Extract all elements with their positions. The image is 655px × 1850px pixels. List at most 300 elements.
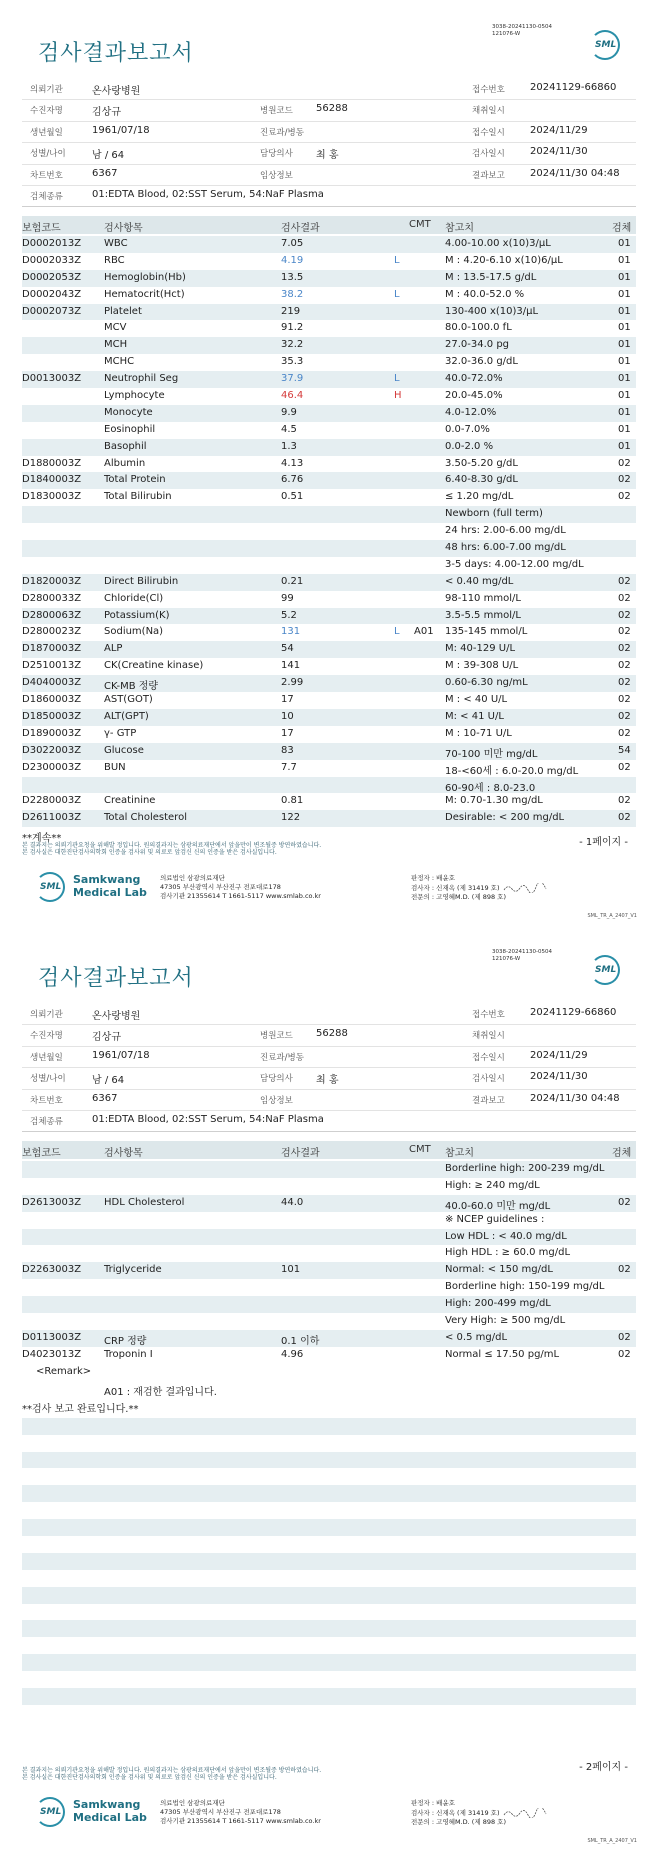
test-name: Triglyceride <box>104 1264 162 1276</box>
empty-row <box>22 1485 636 1502</box>
reference-range: Normal ≤ 17.50 pg/mL <box>445 1348 560 1360</box>
test-result: 7.7 <box>281 761 297 773</box>
test-result: 101 <box>281 1264 301 1276</box>
reference-range: 70-100 미만 mg/dL <box>445 748 538 760</box>
reference-range: M : 39-308 U/L <box>445 660 519 672</box>
reference-range: 18-<60세 : 6.0-20.0 mg/dL <box>445 765 579 777</box>
receipt-no-value: 20241129-66860 <box>530 82 617 93</box>
sex-age-label: 성별/나이 <box>30 149 66 160</box>
empty-row <box>22 1519 636 1536</box>
sex-age-value: 남 / 64 <box>92 150 125 162</box>
table-row <box>22 506 636 523</box>
receipt-date-label: 접수일시 <box>472 1052 505 1063</box>
specimen-code: 01 <box>618 271 631 283</box>
test-name: Total Bilirubin <box>104 491 172 503</box>
test-date-label: 검사일시 <box>472 1074 505 1085</box>
receipt-no-value: 20241129-66860 <box>530 1007 617 1018</box>
test-result: 131 <box>281 626 301 638</box>
test-name: CK-MB 정량 <box>104 681 159 693</box>
table-row <box>22 354 636 371</box>
specimen-code: 01 <box>618 390 631 402</box>
remark-text: A01 : 재검한 결과입니다. <box>104 1386 217 1398</box>
reference-range: M : 40.0-52.0 % <box>445 288 525 300</box>
empty-row <box>22 1654 636 1671</box>
test-code: D1880003Z <box>22 457 82 469</box>
table-row <box>22 337 636 354</box>
test-result: 219 <box>281 305 301 317</box>
req-org-value: 온사랑병원 <box>92 1011 141 1022</box>
req-org-value: 온사랑병원 <box>92 86 141 97</box>
test-code: D2613003Z <box>22 1196 82 1208</box>
table-row <box>22 320 636 337</box>
empty-row <box>22 1435 636 1452</box>
test-code: D4023013Z <box>22 1348 82 1360</box>
table-row <box>22 557 636 574</box>
test-name: ALT(GPT) <box>104 710 149 722</box>
test-name: CRP 정량 <box>104 1335 147 1347</box>
table-row <box>22 810 636 827</box>
test-date-value: 2024/11/30 <box>530 1071 588 1083</box>
specimen-code: 01 <box>618 322 631 334</box>
results-table-page-1 <box>22 236 636 827</box>
comment-code: A01 <box>414 626 434 638</box>
table-row <box>22 641 636 658</box>
header-specimen: 검체 <box>612 1148 632 1159</box>
reference-range: M: 0.70-1.30 mg/dL <box>445 795 543 807</box>
table-row <box>22 1330 636 1347</box>
footer-signatures: 판정자 : 배윤호 검사자 : 신재옥 (제 31419 호) 전문의 : 고영혜M.D. (제 898 호) <box>411 874 548 902</box>
table-row <box>22 608 636 625</box>
collect-date-label: 채취일시 <box>472 106 505 117</box>
results-table-header <box>22 1141 636 1159</box>
reference-range: 3.50-5.20 g/dL <box>445 457 518 469</box>
empty-row <box>22 1418 636 1435</box>
result-flag: L <box>394 373 400 385</box>
reference-range: 130-400 x(10)3/μL <box>445 305 539 317</box>
chart-label: 차트번호 <box>30 170 63 181</box>
reference-range: 135-145 mmol/L <box>445 626 528 638</box>
specimen-code: 02 <box>618 474 631 486</box>
empty-row <box>22 1620 636 1637</box>
continued-label: **계속** <box>22 833 62 844</box>
test-name: HDL Cholesterol <box>104 1196 185 1208</box>
document-id: 3038-20241130-0504 121076-W <box>492 24 552 37</box>
receipt-date-value: 2024/11/29 <box>530 1049 588 1061</box>
info-row <box>22 1004 636 1025</box>
req-org-label: 의뢰기관 <box>30 1010 63 1020</box>
reference-range: 27.0-34.0 pg <box>445 339 510 351</box>
info-row <box>22 186 636 207</box>
table-row <box>22 489 636 506</box>
reference-range: 20.0-45.0% <box>445 390 503 402</box>
patient-value: 김상규 <box>92 1032 121 1044</box>
empty-rows <box>22 1418 636 1705</box>
specimen-code: 02 <box>618 592 631 604</box>
doctor-value: 최 홍 <box>316 150 339 162</box>
info-row <box>22 1068 636 1089</box>
test-name: Eosinophil <box>104 423 156 435</box>
empty-row <box>22 1637 636 1654</box>
header-code: 보험코드 <box>22 223 61 234</box>
test-result: 0.1 이하 <box>281 1335 320 1347</box>
specimen-code: 01 <box>618 440 631 452</box>
empty-row <box>22 1570 636 1587</box>
test-name: ALP <box>104 643 123 655</box>
specimen-code: 02 <box>618 491 631 503</box>
test-result: 54 <box>281 643 294 655</box>
test-code: D2800033Z <box>22 592 82 604</box>
hosp-code-label: 병원코드 <box>260 106 293 117</box>
test-result: 91.2 <box>281 322 304 334</box>
reference-range: Newborn (full term) <box>445 508 543 520</box>
reference-range: 40.0-60.0 미만 mg/dL <box>445 1200 551 1212</box>
specimen-code: 01 <box>618 254 631 266</box>
signature-icon <box>502 883 548 893</box>
table-row <box>22 777 636 794</box>
test-result: 4.96 <box>281 1348 304 1360</box>
test-name: Creatinine <box>104 795 156 807</box>
signature-icon <box>502 1808 548 1818</box>
test-name: γ- GTP <box>104 727 137 739</box>
table-row <box>22 1245 636 1262</box>
test-code: D2800023Z <box>22 626 82 638</box>
specimen-code: 02 <box>618 1196 631 1208</box>
form-code: SML_TR_A_2407_V1 <box>587 1838 637 1844</box>
receipt-date-label: 접수일시 <box>472 127 505 138</box>
test-name: Total Protein <box>104 474 166 486</box>
test-result: 13.5 <box>281 271 304 283</box>
table-row <box>22 591 636 608</box>
reference-range: 98-110 mmol/L <box>445 592 521 604</box>
reference-range: < 0.40 mg/dL <box>445 575 514 587</box>
table-row <box>22 624 636 641</box>
specimen-code: 02 <box>618 609 631 621</box>
notice-text: 본 결과지는 의뢰기관요청을 위해발 정입니다. 원의결과지는 삼광의료재단에서 앞을만이 변조될증 방연하였습니다. 본 검사실은 대한진단검사의학회 인증을 검사위 및 의료로 앞검신 신의 인증을 받은 검사실입니다. <box>22 842 322 856</box>
report-value: 2024/11/30 04:48 <box>530 167 620 179</box>
reference-range: M : 10-71 U/L <box>445 727 512 739</box>
test-name: Sodium(Na) <box>104 626 164 638</box>
table-row <box>22 709 636 726</box>
table-row <box>22 304 636 321</box>
empty-row <box>22 1587 636 1604</box>
remark-title: <Remark> <box>36 1365 92 1377</box>
header-ref: 참고치 <box>445 223 474 234</box>
reference-range: High: ≥ 240 mg/dL <box>445 1179 540 1191</box>
test-code: D3022003Z <box>22 744 82 756</box>
patient-info-block <box>22 1004 636 1132</box>
reference-range: 0.60-6.30 ng/mL <box>445 677 528 689</box>
test-name: Chloride(Cl) <box>104 592 164 604</box>
empty-row <box>22 1671 636 1688</box>
table-row <box>22 658 636 675</box>
test-result: 9.9 <box>281 406 297 418</box>
header-ref: 참고치 <box>445 1148 474 1159</box>
report-label: 결과보고 <box>472 1095 505 1106</box>
test-result: 17 <box>281 694 294 706</box>
test-code: D4040003Z <box>22 677 82 689</box>
empty-row <box>22 1468 636 1485</box>
reference-range: M: 40-129 U/L <box>445 643 516 655</box>
page-number: - 2페이지 - <box>579 1762 628 1773</box>
table-row <box>22 1161 636 1178</box>
specimen-code: 02 <box>618 710 631 722</box>
table-row <box>22 523 636 540</box>
receipt-no-label: 접수번호 <box>472 1010 505 1020</box>
test-name: WBC <box>104 238 128 249</box>
clinical-label: 임상정보 <box>260 1095 293 1106</box>
brand-name: Samkwang Medical Lab <box>73 873 147 899</box>
table-row <box>22 456 636 473</box>
page-number: - 1페이지 - <box>579 837 628 848</box>
reference-range: 4.0-12.0% <box>445 406 497 418</box>
sex-age-label: 성별/나이 <box>30 1074 66 1085</box>
table-row <box>22 1229 636 1246</box>
test-result: 44.0 <box>281 1196 304 1208</box>
table-row <box>22 270 636 287</box>
test-name: MCH <box>104 339 128 351</box>
patient-label: 수진자명 <box>30 106 63 117</box>
reference-range: ※ NCEP guidelines : <box>445 1213 545 1225</box>
test-name: BUN <box>104 761 126 773</box>
test-code: D0002043Z <box>22 288 82 300</box>
reference-range: High HDL : ≥ 60.0 mg/dL <box>445 1247 571 1259</box>
specimen-value: 01:EDTA Blood, 02:SST Serum, 54:NaF Plasma <box>92 188 324 200</box>
test-name: MCV <box>104 322 127 334</box>
test-name: Neutrophil Seg <box>104 373 179 385</box>
specimen-code: 02 <box>618 1331 631 1343</box>
specimen-code: 01 <box>618 238 631 249</box>
info-row <box>22 100 636 121</box>
test-name: Platelet <box>104 305 142 317</box>
notice-text: 본 결과지는 의뢰기관요청을 위해발 정입니다. 원의결과지는 삼광의료재단에서 앞을만이 변조될증 방연하였습니다. 본 검사실은 대한진단검사의학회 인증을 검사위 및 의료로 앞검신 신의 인증을 받은 검사실입니다. <box>22 1767 322 1781</box>
empty-row <box>22 1452 636 1469</box>
reference-range: M : < 40 U/L <box>445 694 508 706</box>
table-row <box>22 1212 636 1229</box>
specimen-code: 02 <box>618 694 631 706</box>
report-label: 결과보고 <box>472 170 505 181</box>
table-row <box>22 1178 636 1195</box>
test-date-label: 검사일시 <box>472 149 505 160</box>
info-row <box>22 122 636 143</box>
test-name: Glucose <box>104 744 144 756</box>
req-org-label: 의뢰기관 <box>30 85 63 95</box>
test-code: D1890003Z <box>22 727 82 739</box>
table-row <box>22 236 636 253</box>
chart-label: 차트번호 <box>30 1095 63 1106</box>
patient-label: 수진자명 <box>30 1031 63 1042</box>
clinical-label: 임상정보 <box>260 170 293 181</box>
sml-logo-icon: SML <box>35 1797 65 1827</box>
test-result: 46.4 <box>281 390 304 402</box>
test-name: Hemoglobin(Hb) <box>104 271 186 283</box>
dept-label: 진료과/병동 <box>260 1052 304 1063</box>
reference-range: 0.0-7.0% <box>445 423 490 435</box>
collect-date-label: 채취일시 <box>472 1031 505 1042</box>
brand-name: Samkwang Medical Lab <box>73 1798 147 1824</box>
hosp-code-value: 56288 <box>316 1028 348 1040</box>
test-code: D1860003Z <box>22 694 82 706</box>
reference-range: 4.00-10.00 x(10)3/μL <box>445 238 551 249</box>
test-name: Lymphocyte <box>104 390 165 402</box>
test-name: RBC <box>104 254 125 266</box>
test-name: Hematocrit(Hct) <box>104 288 185 300</box>
test-result: 37.9 <box>281 373 304 385</box>
test-result: 2.99 <box>281 677 304 689</box>
sml-logo-icon: SML <box>590 955 620 985</box>
reference-range: 6.40-8.30 g/dL <box>445 474 518 486</box>
test-code: D0002013Z <box>22 238 82 249</box>
sml-logo-icon: SML <box>590 30 620 60</box>
reference-range: ≤ 1.20 mg/dL <box>445 491 514 503</box>
specimen-label: 검체종류 <box>30 1116 63 1127</box>
header-name: 검사항목 <box>104 223 143 234</box>
reference-range: Normal: < 150 mg/dL <box>445 1264 553 1276</box>
test-name: Monocyte <box>104 406 153 418</box>
header-result: 검사결과 <box>281 1148 320 1159</box>
test-result: 99 <box>281 592 294 604</box>
result-flag: L <box>394 626 400 638</box>
reference-range: 80.0-100.0 fL <box>445 322 512 334</box>
header-result: 검사결과 <box>281 223 320 234</box>
test-code: D0002073Z <box>22 305 82 317</box>
test-code: D1830003Z <box>22 491 82 503</box>
info-row <box>22 1111 636 1132</box>
results-table-page-2 <box>22 1161 636 1364</box>
table-row <box>22 1296 636 1313</box>
sml-logo-icon: SML <box>35 872 65 902</box>
test-result: 17 <box>281 727 294 739</box>
header-name: 검사항목 <box>104 1148 143 1159</box>
table-row <box>22 1313 636 1330</box>
reference-range: 3.5-5.5 mmol/L <box>445 609 521 621</box>
reference-range: 24 hrs: 2.00-6.00 mg/dL <box>445 525 566 537</box>
test-code: D2510013Z <box>22 660 82 672</box>
table-row <box>22 472 636 489</box>
table-row <box>22 726 636 743</box>
test-code: D0113003Z <box>22 1331 82 1343</box>
specimen-code: 02 <box>618 795 631 807</box>
table-row <box>22 574 636 591</box>
specimen-code: 01 <box>618 339 631 351</box>
header-cmt: CMT <box>409 1144 431 1155</box>
result-flag: H <box>394 390 402 402</box>
reference-range: M : 13.5-17.5 g/dL <box>445 271 537 283</box>
table-row <box>22 1195 636 1212</box>
specimen-code: 01 <box>618 423 631 435</box>
results-table-header <box>22 216 636 234</box>
test-result: 7.05 <box>281 238 304 249</box>
specimen-code: 02 <box>618 1348 631 1360</box>
empty-row <box>22 1604 636 1621</box>
receipt-no-label: 접수번호 <box>472 85 505 95</box>
table-row <box>22 793 636 810</box>
empty-row <box>22 1688 636 1705</box>
doctor-label: 담당의사 <box>260 1074 293 1085</box>
test-code: D0002033Z <box>22 254 82 266</box>
table-row <box>22 439 636 456</box>
specimen-code: 02 <box>618 457 631 469</box>
specimen-code: 02 <box>618 677 631 689</box>
doctor-label: 담당의사 <box>260 149 293 160</box>
test-name: Potassium(K) <box>104 609 170 621</box>
specimen-code: 02 <box>618 761 631 773</box>
result-flag: L <box>394 288 400 300</box>
table-row <box>22 422 636 439</box>
reference-range: Very High: ≥ 500 mg/dL <box>445 1315 566 1327</box>
report-value: 2024/11/30 04:48 <box>530 1092 620 1104</box>
report-title: 검사결과보고서 <box>38 966 194 991</box>
test-result: 141 <box>281 660 301 672</box>
specimen-code: 01 <box>618 288 631 300</box>
table-row <box>22 675 636 692</box>
specimen-code: 02 <box>618 575 631 587</box>
reference-range: 40.0-72.0% <box>445 373 503 385</box>
reference-range: Borderline high: 200-239 mg/dL <box>445 1163 605 1174</box>
test-result: 4.5 <box>281 423 297 435</box>
birth-value: 1961/07/18 <box>92 124 150 136</box>
birth-label: 생년월일 <box>30 1052 63 1063</box>
test-result: 38.2 <box>281 288 304 300</box>
document-id: 3038-20241130-0504 121076-W <box>492 949 552 962</box>
test-result: 5.2 <box>281 609 297 621</box>
test-result: 0.21 <box>281 575 304 587</box>
reference-range: Desirable: < 200 mg/dL <box>445 812 565 824</box>
test-result: 122 <box>281 812 301 824</box>
table-row <box>22 1279 636 1296</box>
table-row <box>22 388 636 405</box>
footer-logo <box>35 868 155 908</box>
test-name: Albumin <box>104 457 146 469</box>
info-row <box>22 1025 636 1046</box>
reference-range: 60-90세 : 8.0-23.0 <box>445 782 536 794</box>
table-row <box>22 760 636 777</box>
specimen-code: 02 <box>618 1264 631 1276</box>
specimen-value: 01:EDTA Blood, 02:SST Serum, 54:NaF Plasma <box>92 1113 324 1125</box>
chart-value: 6367 <box>92 167 118 179</box>
patient-value: 김상규 <box>92 107 121 119</box>
test-code: D2280003Z <box>22 795 82 807</box>
table-row <box>22 540 636 557</box>
info-row <box>22 1047 636 1068</box>
table-row <box>22 1347 636 1364</box>
footer-logo <box>35 1793 155 1833</box>
reference-range: High: 200-499 mg/dL <box>445 1298 551 1310</box>
test-name: Direct Bilirubin <box>104 575 179 587</box>
reference-range: M : 4.20-6.10 x(10)6/μL <box>445 254 563 266</box>
info-row <box>22 165 636 186</box>
test-result: 35.3 <box>281 356 304 368</box>
table-row <box>22 405 636 422</box>
test-code: D1850003Z <box>22 710 82 722</box>
test-result: 1.3 <box>281 440 297 452</box>
birth-label: 생년월일 <box>30 127 63 138</box>
test-code: D2300003Z <box>22 761 82 773</box>
birth-value: 1961/07/18 <box>92 1049 150 1061</box>
report-title: 검사결과보고서 <box>38 41 194 66</box>
hosp-code-value: 56288 <box>316 103 348 115</box>
test-result: 0.51 <box>281 491 304 503</box>
table-row <box>22 692 636 709</box>
specimen-code: 01 <box>618 356 631 368</box>
table-row <box>22 1262 636 1279</box>
specimen-code: 54 <box>618 744 631 756</box>
test-result: 83 <box>281 744 294 756</box>
test-name: Troponin I <box>104 1348 153 1360</box>
test-result: 4.19 <box>281 254 304 266</box>
reference-range: 48 hrs: 6.00-7.00 mg/dL <box>445 542 566 554</box>
header-cmt: CMT <box>409 219 431 230</box>
header-specimen: 검체 <box>612 223 632 234</box>
